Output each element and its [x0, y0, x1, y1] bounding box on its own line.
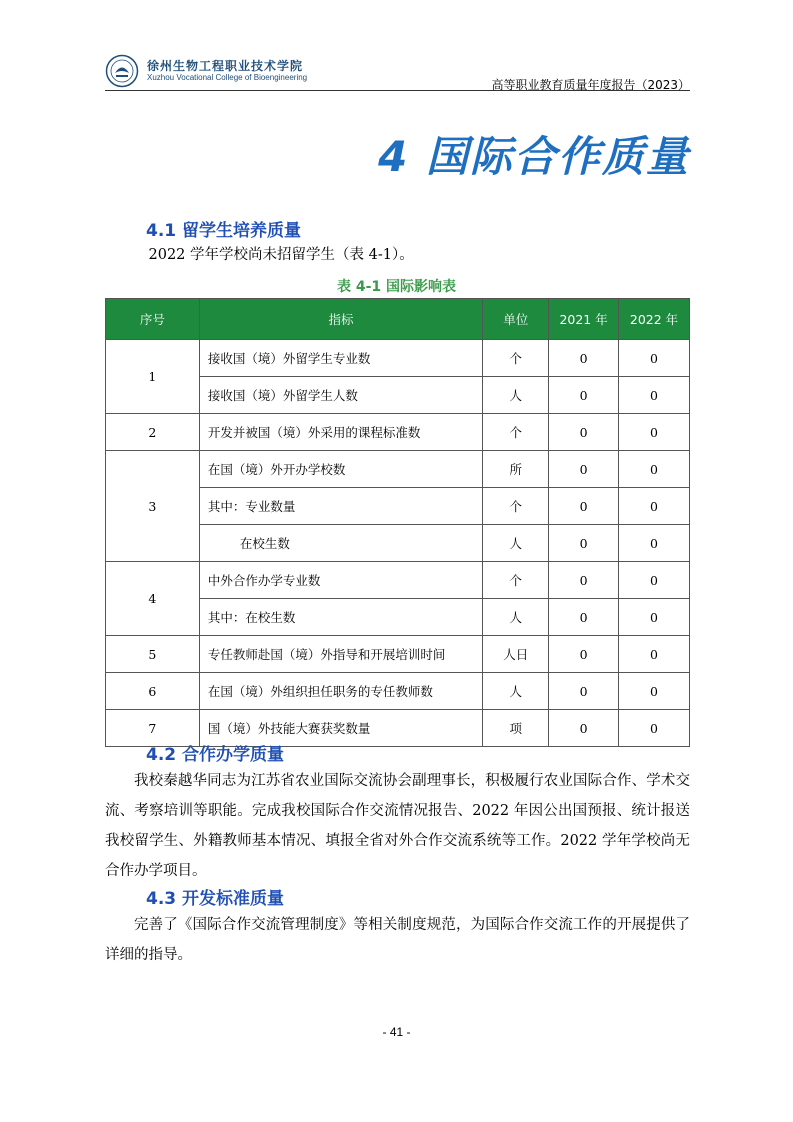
school-name-cn: 徐州生物工程职业技术学院	[147, 59, 304, 73]
row-2021: 0	[549, 525, 619, 562]
section-4-1-text: 2022 学年学校尚未招留学生（表 4-1）。	[148, 247, 414, 263]
row-unit: 个	[483, 488, 549, 525]
school-name-en: Xuzhou Vocational College of Bioengineering	[147, 73, 308, 82]
table-row	[106, 340, 690, 377]
row-no: 6	[106, 673, 200, 710]
section-4-3-text: 完善了《国际合作交流管理制度》等相关制度规范，为国际合作交流工作的开展提供了详细的指导。	[105, 917, 690, 963]
header-indicator: 指标	[199, 299, 482, 340]
row-2022: 0	[619, 599, 690, 636]
row-no: 4	[106, 562, 200, 636]
row-indicator: 在国（境）外开办学校数	[199, 451, 482, 488]
table-row	[106, 414, 690, 451]
row-2022: 0	[619, 710, 690, 747]
school-logo-icon	[105, 54, 139, 88]
row-2021: 0	[549, 599, 619, 636]
section-title-4-2: 4.2 合作办学质量	[146, 745, 285, 765]
row-indicator: 中外合作办学专业数	[199, 562, 482, 599]
row-2022: 0	[619, 377, 690, 414]
row-unit: 个	[483, 562, 549, 599]
row-indicator: 在国（境）外组织担任职务的专任教师数	[199, 673, 482, 710]
row-no: 3	[106, 451, 200, 562]
row-unit: 所	[483, 451, 549, 488]
row-2021: 0	[549, 451, 619, 488]
row-indicator: 专任教师赴国（境）外指导和开展培训时间	[199, 636, 482, 673]
table-row	[106, 636, 690, 673]
section-title-4-1: 4.1 留学生培养质量	[146, 221, 302, 241]
row-indicator: 接收国（境）外留学生专业数	[199, 340, 482, 377]
row-no: 2	[106, 414, 200, 451]
row-no: 1	[106, 340, 200, 414]
row-2022: 0	[619, 562, 690, 599]
row-unit: 人	[483, 599, 549, 636]
row-2022: 0	[619, 636, 690, 673]
header-divider	[105, 90, 690, 91]
table-row	[106, 562, 690, 599]
report-title: 高等职业教育质量年度报告（2023）	[491, 78, 690, 92]
table-header-row	[106, 299, 690, 340]
row-2021: 0	[549, 340, 619, 377]
row-no: 7	[106, 710, 200, 747]
header-no: 序号	[106, 299, 200, 340]
row-2022: 0	[619, 340, 690, 377]
row-no: 5	[106, 636, 200, 673]
header-2022: 2022 年	[619, 299, 690, 340]
header-2021: 2021 年	[549, 299, 619, 340]
row-2021: 0	[549, 562, 619, 599]
header-unit: 单位	[483, 299, 549, 340]
table-row	[106, 673, 690, 710]
international-influence-table	[105, 298, 690, 747]
page-header	[105, 52, 690, 90]
row-2021: 0	[549, 414, 619, 451]
row-indicator: 其中：在校生数	[199, 599, 482, 636]
table-caption: 表 4-1 国际影响表	[336, 279, 457, 295]
row-indicator: 开发并被国（境）外采用的课程标准数	[199, 414, 482, 451]
row-2021: 0	[549, 377, 619, 414]
row-2021: 0	[549, 636, 619, 673]
row-unit: 项	[483, 710, 549, 747]
row-unit: 人	[483, 377, 549, 414]
row-2021: 0	[549, 488, 619, 525]
row-unit: 人	[483, 673, 549, 710]
row-2022: 0	[619, 525, 690, 562]
row-2021: 0	[549, 710, 619, 747]
page-number: - 41 -	[382, 1025, 411, 1039]
section-4-2-text: 我校秦越华同志为江苏省农业国际交流协会副理事长，积极履行农业国际合作、学术交流、考察培训等职能。完成我校国际合作交流情况报告、2022 年因公出国预报、统计报送我校留学生、外籍教师基本情况、填报全省对外合作交流系统等工作。2022 学年学校尚无合作办学项目。	[105, 773, 690, 879]
row-unit: 人日	[483, 636, 549, 673]
row-indicator: 在校生数	[199, 525, 482, 562]
row-2021: 0	[549, 673, 619, 710]
row-2022: 0	[619, 414, 690, 451]
row-indicator: 其中：专业数量	[199, 488, 482, 525]
chapter-title: 4 国际合作质量	[378, 132, 690, 181]
row-2022: 0	[619, 488, 690, 525]
row-2022: 0	[619, 451, 690, 488]
row-unit: 个	[483, 340, 549, 377]
section-title-4-3: 4.3 开发标准质量	[146, 889, 285, 909]
row-unit: 人	[483, 525, 549, 562]
row-indicator: 接收国（境）外留学生人数	[199, 377, 482, 414]
row-2022: 0	[619, 673, 690, 710]
row-unit: 个	[483, 414, 549, 451]
row-indicator: 国（境）外技能大赛获奖数量	[199, 710, 482, 747]
table-row	[106, 451, 690, 488]
